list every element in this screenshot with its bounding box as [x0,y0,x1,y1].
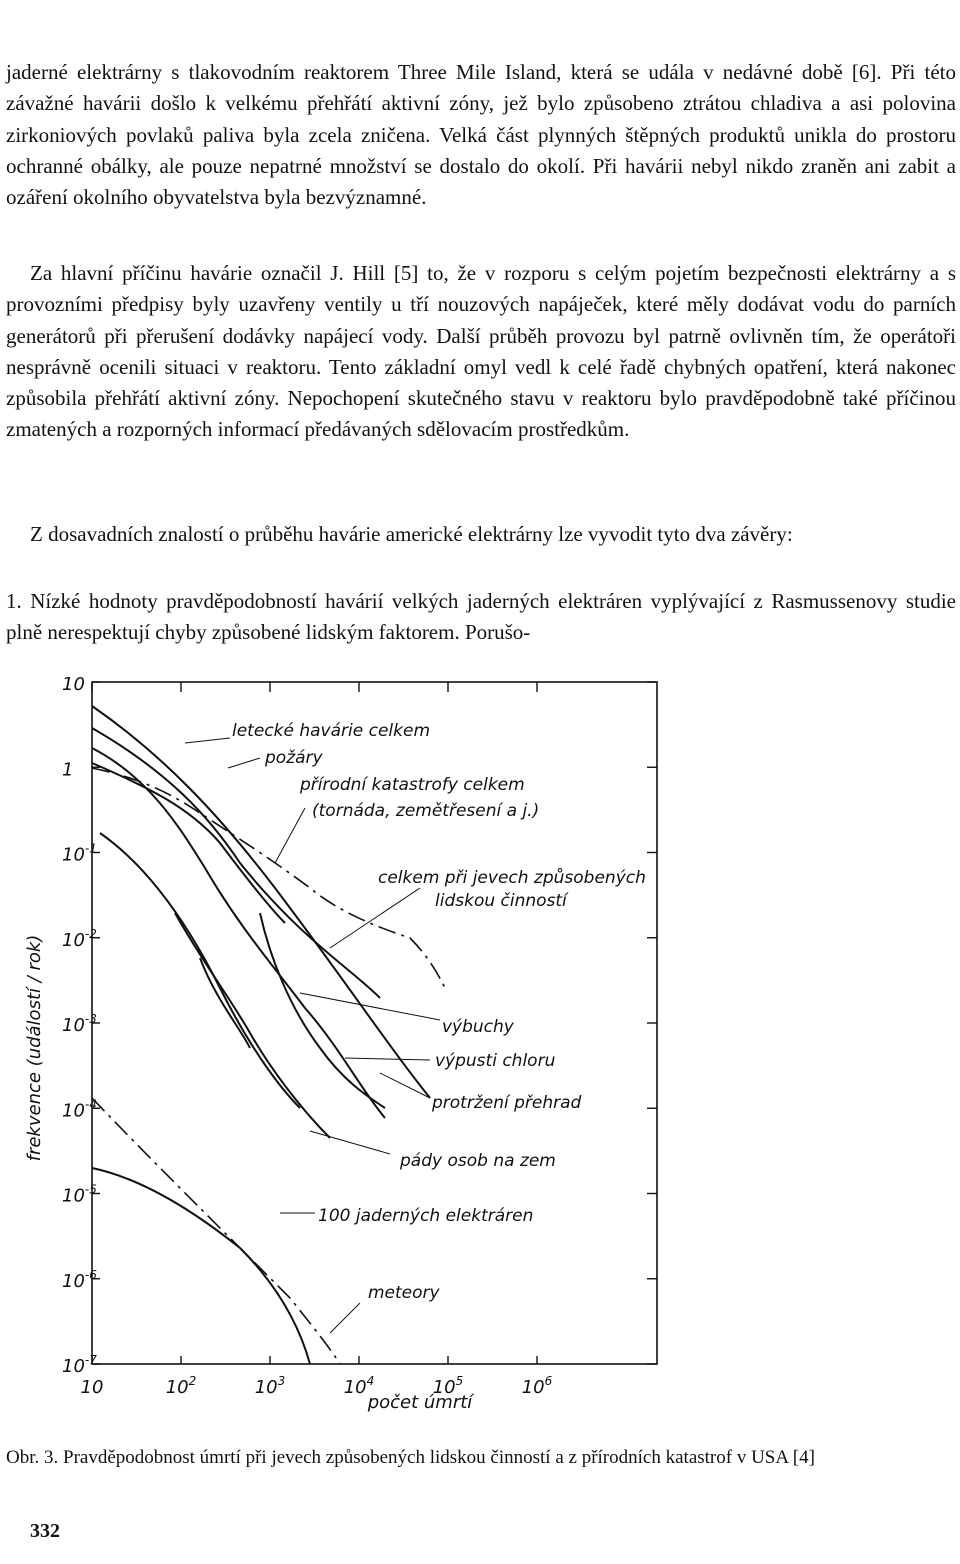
label-chlorine: výpusti chloru [435,1051,556,1071]
y-tick-label: $10^{-7}$ [62,1353,97,1377]
paragraph-4: 1. Nízké hodnoty pravděpodobností havárií velkých jaderných elektráren vyplývající z Rasmussenovy studie plně nerespektují chyby způsobené lidským faktorem. Porušo- [6,589,956,645]
leader-dams [380,1073,430,1098]
y-tick-label: 10 [62,674,85,695]
label-human-2: lidskou činností [435,891,567,911]
label-natural-2: (tornáda, zemětřesení a j.) [312,801,540,821]
paragraph-2: Za hlavní příčinu havárie označil J. Hill [5] to, že v rozporu s celým pojetím bezpečnosti elektrárny a s provozními předpisy byly uzavřeny ventily u tří nouzových napáječek, které měly dodávat vodu do parních generátorů při přerušení dodávky napájecí vody. Další průběh provozu byl patrně ovlivněn tím, že operátoři nesprávně ocenili situaci v reaktoru. Tento základní omyl vedl k celé řadě chybných opatření, která nakonec způsobila přehřátí aktivní zóny. Nepochopení skutečného stavu v reaktoru bylo pravděpodobně také příčinou zmatených a rozporných informací předávaných sdělovacím prostředkům. [6,261,956,442]
label-explosions: výbuchy [442,1017,514,1037]
leader-meteors [330,1303,360,1333]
x-tick-label: $10^6$ [521,1374,553,1398]
curve-air-crashes [92,706,430,1098]
figure-caption: Obr. 3. Pravděpodobnost úmrtí při jevech způsobených lidskou činností a z přírodních katastrof v USA [4] [6,1447,815,1468]
x-tick-label: 10 [80,1377,104,1398]
label-fires: požáry [265,748,323,768]
paragraph-1: jaderné elektrárny s tlakovodním reaktorem Three Mile Island, která se udála v nedávné době [6]. Při této závažné havárii došlo k velkému přehřátí aktivní zóny, jež bylo způsobeno ztrátou chladiva a asi polovina zirkoniových povlaků paliva byla zcela zničena. Velká část plynných štěpných produktů unikla do prostoru ochranné obálky, ale pouze nepatrné množství se dostalo do okolí. Při havárii nebyl nikdo zraněn ani zabit a ozáření okolního obyvatelstva byla bezvýznamné. [6,60,956,210]
x-tick-labels [81,1374,553,1398]
label-air-crashes: letecké havárie celkem [232,721,430,741]
y-tick-label: 1 [62,759,74,781]
leader-falls [310,1131,390,1154]
label-natural-1: přírodní katastrofy celkem [300,775,525,795]
label-falls: pády osob na zem [400,1151,556,1171]
y-tick-label: $10^{-5}$ [62,1182,97,1207]
leader-explosions [300,993,440,1020]
x-tick-label: $10^2$ [165,1374,197,1398]
x-tick-label: $10^5$ [432,1374,464,1398]
x-axis-label: počet úmrtí [367,1392,473,1413]
label-meteors: meteory [368,1283,440,1303]
y-tick-label: $10^{-6}$ [62,1267,97,1292]
risk-figure [0,668,960,1438]
leader-natural [275,808,305,863]
leader-chlorine [345,1058,430,1060]
leader-air-crashes [185,738,230,743]
label-dams: protržení přehrad [432,1093,582,1113]
x-tick-label: $10^4$ [343,1374,375,1398]
label-human-1: celkem při jevech způsobených [378,868,646,888]
curve-meteors [92,1168,310,1364]
y-tick-label: $10^{-4}$ [62,1097,97,1122]
curve-falls [200,958,250,1048]
y-tick-label: $10^{-2}$ [62,926,97,951]
paragraph-3: Z dosavadních znalostí o průběhu havárie americké elektrárny lze vyvodit tyto dva závěry: [30,522,793,546]
page-number: 332 [30,1520,60,1542]
curve-explosions [100,833,300,1108]
leader-human [330,888,420,948]
y-tick-label: $10^{-3}$ [62,1012,97,1036]
x-tick-label: $10^3$ [254,1374,286,1398]
label-npp: 100 jaderných elektráren [318,1206,534,1226]
curve-npp [92,1098,340,1364]
leader-fires [228,758,260,768]
y-axis-label: frekvence (událostí / rok) [24,934,45,1162]
y-tick-label: $10^{-1}$ [62,841,97,866]
